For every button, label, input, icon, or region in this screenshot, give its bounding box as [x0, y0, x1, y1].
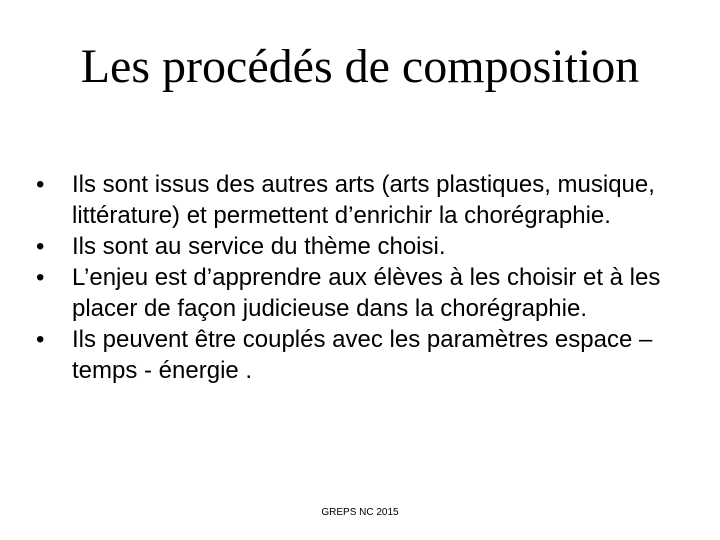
slide-footer: GREPS NC 2015: [321, 507, 399, 518]
bullet-icon: •: [36, 264, 45, 291]
bullet-icon: •: [36, 171, 45, 198]
bullet-list: [36, 169, 684, 386]
bullet-item: [36, 262, 684, 324]
bullet-item: [36, 231, 684, 262]
bullet-text: Ils sont issus des autres arts (arts plastiques, musique, littérature) et permettent d’enrichir la chorégraphie.: [72, 171, 655, 229]
bullet-text: Ils sont au service du thème choisi.: [72, 233, 446, 260]
bullet-text: L’enjeu est d’apprendre aux élèves à les choisir et à les placer de façon judicieuse dans la chorégraphie.: [72, 264, 661, 322]
bullet-item: [36, 324, 684, 386]
bullet-icon: •: [36, 233, 45, 260]
bullet-text: Ils peuvent être couplés avec les paramètres espace – temps - énergie .: [72, 326, 653, 384]
slide-title: Les procédés de composition: [80, 40, 640, 93]
bullet-icon: •: [36, 326, 45, 353]
bullet-item: [36, 169, 684, 231]
